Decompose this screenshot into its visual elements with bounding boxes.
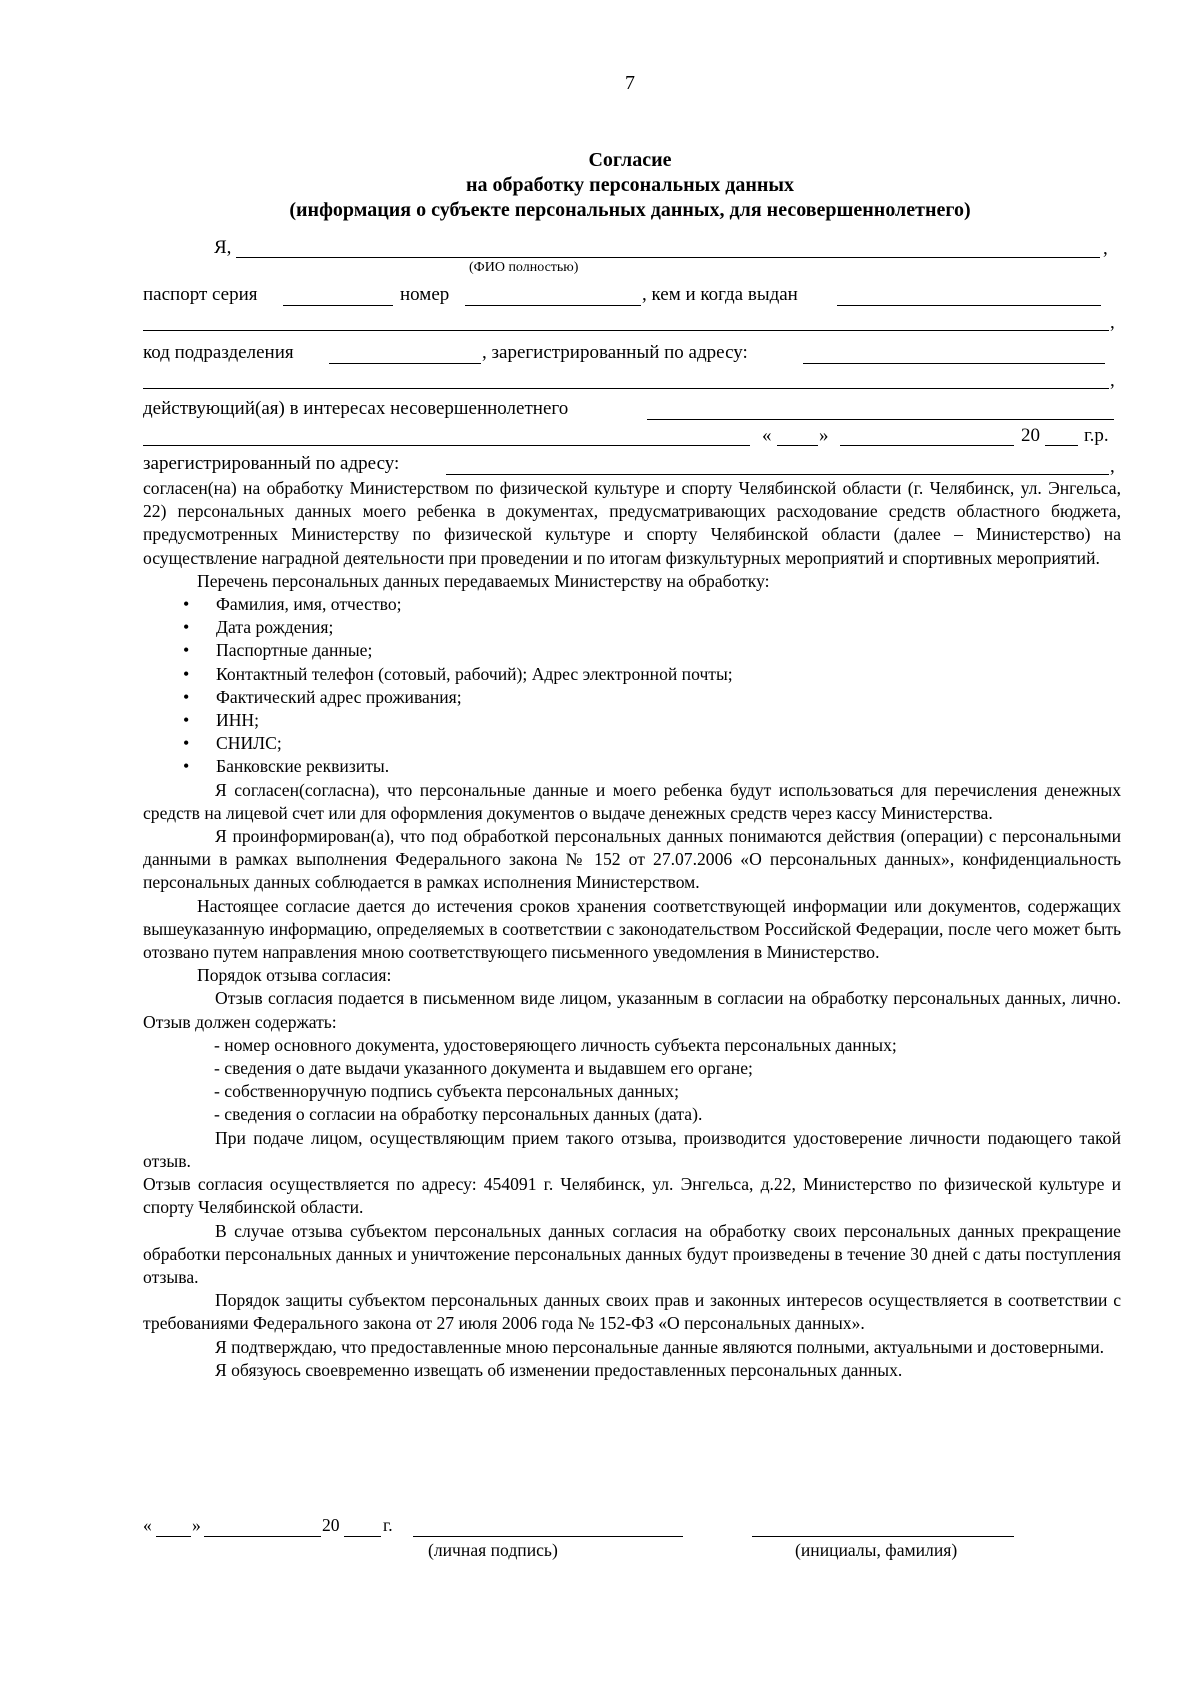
list-item: • Банковские реквизиты. <box>143 755 1121 778</box>
issued-by-field-continued[interactable] <box>143 330 1109 331</box>
birth-year-field[interactable] <box>1045 445 1078 446</box>
withdraw-item: - собственноручную подпись субъекта персональных данных; <box>214 1081 679 1102</box>
minor-name-field-continued[interactable] <box>143 445 750 446</box>
personal-data-list <box>143 593 1121 779</box>
title-line-3: (информация о субъекте персональных данных, для несовершеннолетнего) <box>289 199 971 221</box>
paragraph-validity: Настоящее согласие дается до истечения сроков хранения соответствующей информации или документов, содержащих вышеуказанную информацию, определяемых в соответствии с законодательством Российской Федерации, после чего может быть отозвано путем направления мною соответствующего письменного уведомления в Министерство. <box>143 895 1121 963</box>
consent-body <box>143 477 1121 1382</box>
paragraph-withdraw: Отзыв согласия подается в письменном виде лицом, указанным в согласии на обработку персональных данных, лично. Отзыв должен содержать: <box>143 988 1121 1032</box>
list-item: • Фамилия, имя, отчество; <box>143 593 1121 616</box>
registered-address-label: , зарегистрированный по адресу: <box>482 342 748 363</box>
initials-surname-field[interactable] <box>752 1536 1014 1537</box>
withdraw-item: - сведения о дате выдачи указанного документа и выдавшем его органе; <box>214 1058 753 1079</box>
list-item: • Фактический адрес проживания; <box>143 686 1121 709</box>
birth-quote-open: « <box>762 425 772 446</box>
passport-number-label: номер <box>400 284 450 305</box>
registered-address-field[interactable] <box>803 363 1105 364</box>
withdraw-order-heading: Порядок отзыва согласия: <box>197 965 392 986</box>
list-item: • Контактный телефон (сотовый, рабочий); Адрес электронной почты; <box>143 663 1121 686</box>
birth-quote-close: » <box>819 425 829 446</box>
division-code-field[interactable] <box>329 363 481 364</box>
acting-for-minor-label: действующий(ая) в интересах несовершеннолетнего <box>143 398 569 419</box>
birth-day-field[interactable] <box>777 445 818 446</box>
birth-year-suffix: г.р. <box>1084 425 1109 446</box>
sign-year-suffix: г. <box>383 1515 393 1535</box>
data-list-intro: Перечень персональных данных передаваемых Министерству на обработку: <box>197 570 770 591</box>
passport-number-field[interactable] <box>465 305 641 306</box>
passport-series-label: паспорт серия <box>143 284 258 305</box>
registered-address-comma: , <box>1110 370 1115 391</box>
minor-address-comma: , <box>1110 456 1115 477</box>
issued-by-field[interactable] <box>837 305 1101 306</box>
title-line-2: на обработку персональных данных <box>466 174 794 196</box>
fio-comma: , <box>1103 238 1108 259</box>
list-item: • Паспортные данные; <box>143 639 1121 662</box>
issued-by-label: , кем и когда выдан <box>642 284 798 305</box>
paragraph-identity: При подаче лицом, осуществляющим прием такого отзыва, производится удостоверение личности подающего такой отзыв. <box>143 1127 1121 1171</box>
division-code-label: код подразделения <box>143 342 294 363</box>
title-line-1: Согласие <box>588 149 672 171</box>
withdraw-item: - номер основного документа, удостоверяющего личность субъекта персональных данных; <box>214 1034 897 1055</box>
list-item: • ИНН; <box>143 709 1121 732</box>
page-number: 7 <box>625 72 635 94</box>
minor-registered-address-label: зарегистрированный по адресу: <box>143 453 400 474</box>
list-item: • Дата рождения; <box>143 616 1121 639</box>
paragraph-confirm: Я подтверждаю, что предоставленные мною персональные данные являются полными, актуальными и достоверными. <box>215 1336 1105 1357</box>
paragraph-destruction: В случае отзыва субъектом персональных данных согласия на обработку своих персональных данных прекращение обработки персональных данных и уничтожение персональных данных будут произведены в течение 30 дней с даты поступления отзыва. <box>143 1220 1121 1287</box>
list-item: • СНИЛС; <box>143 732 1121 755</box>
passport-series-field[interactable] <box>283 305 393 306</box>
paragraph-address: Отзыв согласия осуществляется по адресу: 454091 г. Челябинск, ул. Энгельса, д.22, Министерство по физической культуре и спорту Челябинской области. <box>143 1174 1121 1218</box>
paragraph-notify: Я обязуюсь своевременно извещать об изменении предоставленных персональных данных. <box>215 1359 903 1380</box>
sign-year-field[interactable] <box>344 1536 381 1537</box>
minor-name-field[interactable] <box>647 419 1114 420</box>
minor-registered-address-field[interactable] <box>446 474 1109 475</box>
birth-month-field[interactable] <box>840 445 1014 446</box>
sign-quote-close: » <box>192 1515 201 1535</box>
sign-month-field[interactable] <box>204 1536 321 1537</box>
issued-by-comma: , <box>1110 312 1115 333</box>
fio-field[interactable] <box>236 257 1100 258</box>
sign-day-field[interactable] <box>156 1536 191 1537</box>
personal-signature-field[interactable] <box>413 1536 683 1537</box>
withdraw-item: - сведения о согласии на обработку персональных данных (дата). <box>214 1104 703 1125</box>
paragraph-protection: Порядок защиты субъектом персональных данных своих прав и законных интересов осуществляется в соответствии с требованиями Федерального закона от 27 июля 2006 года № 152-ФЗ «О персональных данных». <box>143 1290 1121 1334</box>
fio-hint: (ФИО полностью) <box>469 260 579 275</box>
initials-caption: (инициалы, фамилия) <box>795 1540 958 1560</box>
paragraph-informed: Я проинформирован(а), что под обработкой персональных данных понимаются действия (операции) с персональными данными в рамках выполнения Федерального закона № 152 от 27.07.2006 «О персональных данных», конфиденциальность персональных данных соблюдается в рамках исполнения Министерством. <box>143 826 1121 893</box>
signature-caption: (личная подпись) <box>428 1540 558 1560</box>
consent-text: согласен(на) на обработку Министерством по физической культуре и спорту Челябинской области (г. Челябинск, ул. Энгельса, 22) персональных данных моего ребенка в документах, предусматривающих расходование средств областного бюджета, предусмотренных Министерству по физической культуре и спорту Челябинской области (далее – Министерство) на осуществление наградной деятельности при проведении и по итогам физкультурных мероприятий и спортивных мероприятий. <box>143 478 1121 568</box>
birth-year-prefix: 20 <box>1021 425 1040 446</box>
sign-quote-open: « <box>143 1515 152 1535</box>
ya-label: Я, <box>214 237 232 258</box>
registered-address-field-continued[interactable] <box>143 388 1109 389</box>
sign-year-prefix: 20 <box>322 1515 340 1535</box>
paragraph-agree: Я согласен(согласна), что персональные данные и моего ребенка будут использоваться для перечисления денежных средств на лицевой счет или для оформления документов о выдаче денежных средств через кассу Министерства. <box>143 779 1121 823</box>
